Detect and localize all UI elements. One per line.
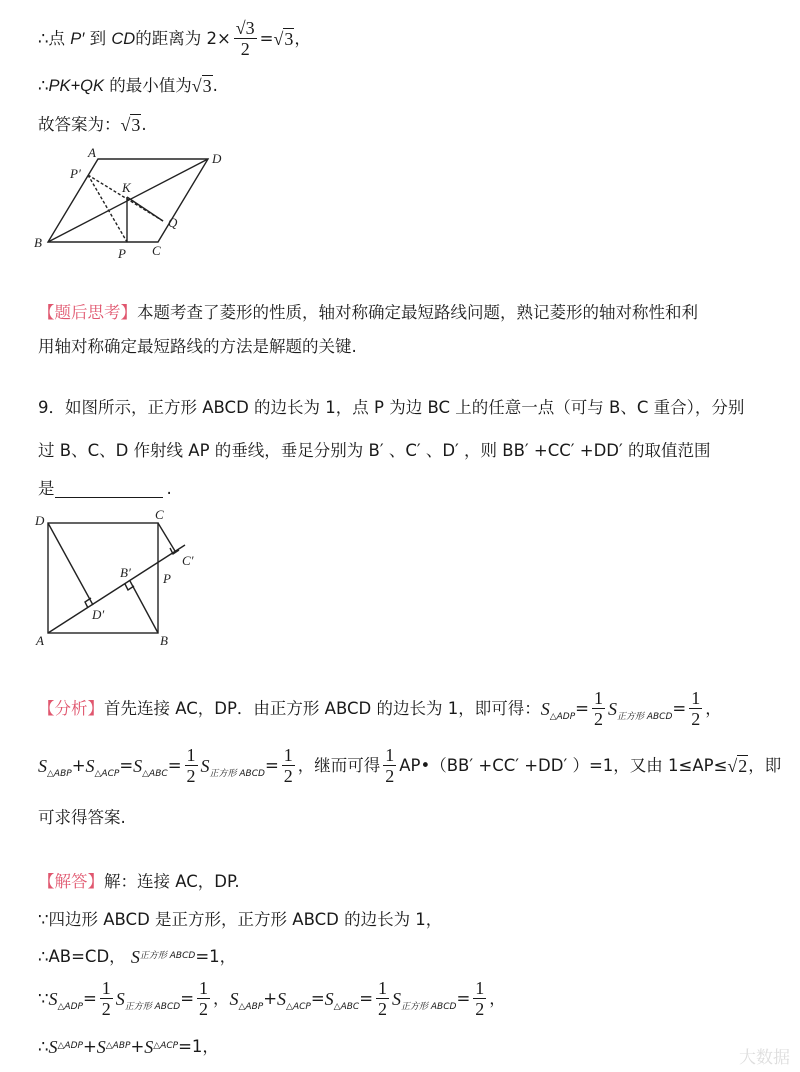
text: ， xyxy=(489,988,506,1008)
text: . xyxy=(212,76,218,95)
label-b: B xyxy=(160,633,168,648)
text: = xyxy=(575,698,589,718)
denominator: 2 xyxy=(186,766,196,786)
subscript: 正方形 ABCD xyxy=(616,712,673,722)
sqrt: √3 xyxy=(120,115,141,135)
denominator: 2 xyxy=(593,709,603,729)
text: 9．如图所示，正方形 ABCD 的边长为 1，点 P 为边 BC 上的任意一点（可与 B、C 重合），分别 xyxy=(38,398,745,417)
rhombus-figure xyxy=(30,145,230,265)
line-distance xyxy=(38,18,311,59)
text: 是 xyxy=(38,479,55,498)
subscript: 正方形 ABCD xyxy=(124,1002,181,1012)
text: ， xyxy=(294,28,311,48)
label-a: A xyxy=(88,145,96,160)
label-c: C xyxy=(152,243,161,258)
answer-line5: ∴ S △ADP + S △ABP + S △ACP =1， xyxy=(38,1037,219,1057)
text: =1， xyxy=(178,1037,219,1056)
fraction xyxy=(234,18,257,59)
area-symbol: S xyxy=(392,988,402,1009)
text: CD xyxy=(111,29,136,48)
text: ∵ xyxy=(38,988,49,1008)
text: = xyxy=(264,755,279,775)
label-c: C xyxy=(155,507,164,522)
text: =1， xyxy=(195,947,237,966)
text: 本题考查了菱形的性质，轴对称确定最短路线问题，熟记菱形的轴对称性和利 xyxy=(137,303,698,322)
fraction xyxy=(473,978,486,1019)
line-answer xyxy=(38,115,147,135)
denominator: 2 xyxy=(475,999,485,1019)
text: 用轴对称确定最短路线的方法是解题的关键. xyxy=(38,337,357,356)
watermark: 大数据 xyxy=(739,1048,790,1068)
text: = xyxy=(456,988,471,1008)
area-symbol: S xyxy=(48,1037,58,1057)
analysis-line1 xyxy=(38,688,722,729)
numerator: 1 xyxy=(283,745,293,765)
text: = xyxy=(310,988,325,1008)
text: AP•（BB′ +CC′ +DD′ ）=1，又由 1≤AP≤ xyxy=(399,755,728,775)
text: P′ xyxy=(70,29,85,48)
area-symbol: S xyxy=(324,988,334,1009)
label-p-prime: P′ xyxy=(70,166,81,181)
fraction xyxy=(383,745,396,786)
area-symbol: S xyxy=(96,1037,106,1057)
text: = xyxy=(672,698,687,718)
answer-line3 xyxy=(38,946,236,968)
text: 的最小值为 xyxy=(109,76,192,95)
text: = xyxy=(259,28,274,48)
text: ∴AB=CD， xyxy=(38,947,126,966)
line-min xyxy=(38,76,218,96)
fraction xyxy=(197,978,210,1019)
text: . xyxy=(166,479,172,498)
text: = xyxy=(180,988,195,1008)
numerator: 1 xyxy=(691,688,701,708)
text: 可求得答案. xyxy=(38,808,126,827)
area-symbol: S xyxy=(540,698,550,719)
subscript: △ADP xyxy=(57,1041,83,1051)
subscript: △ACP xyxy=(94,769,120,779)
question-line1 xyxy=(38,398,744,418)
area-symbol: S xyxy=(607,698,617,719)
area-symbol: S xyxy=(38,755,47,776)
numerator: 1 xyxy=(593,688,603,708)
denominator: 2 xyxy=(691,709,701,729)
numerator: 1 xyxy=(199,978,209,998)
fraction xyxy=(689,688,702,729)
text: ∴点 xyxy=(38,28,65,48)
subscript: △ADP xyxy=(57,1002,83,1012)
text: 到 xyxy=(89,28,107,48)
subscript: 正方形 ABCD xyxy=(139,951,196,961)
area-symbol: S xyxy=(133,755,143,776)
square-figure xyxy=(30,505,220,650)
area-symbol: S xyxy=(115,988,125,1009)
text: 故答案为： xyxy=(38,115,121,134)
label-d: D xyxy=(35,513,45,528)
label-d: D xyxy=(212,151,222,166)
sqrt: √2 xyxy=(727,755,748,776)
area-symbol: S xyxy=(48,988,58,1009)
reflection-tag: 【题后思考】 xyxy=(38,303,137,322)
label-c-prime: C′ xyxy=(182,553,194,568)
text: ， xyxy=(213,988,230,1008)
area-symbol: S xyxy=(85,755,95,776)
label-a: A xyxy=(36,633,44,648)
fraction xyxy=(100,978,113,1019)
label-b-prime: B′ xyxy=(120,565,131,580)
subscript: △ABP xyxy=(238,1002,264,1012)
denominator: 2 xyxy=(101,999,111,1019)
fraction xyxy=(282,745,295,786)
analysis-line3 xyxy=(38,808,126,828)
radicand: 3 xyxy=(202,76,212,96)
text: 的距离为 2× xyxy=(135,28,231,48)
sqrt: √3 xyxy=(191,76,212,96)
sqrt: √3 xyxy=(273,28,294,49)
numerator: 1 xyxy=(475,978,485,998)
area-symbol: S xyxy=(130,947,140,967)
text: = xyxy=(119,755,134,775)
denominator: 2 xyxy=(199,999,209,1019)
area-symbol: S xyxy=(229,988,239,1009)
text: = xyxy=(167,755,182,775)
subscript: 正方形 ABCD xyxy=(209,769,265,779)
text: . xyxy=(141,115,147,134)
fraction xyxy=(376,978,389,1019)
text: = xyxy=(82,988,97,1008)
reflection-line1 xyxy=(38,303,698,323)
text: ，继而可得 xyxy=(297,755,381,775)
answer-line4: ∵ S △ADP = $\frac{1}{2}$ S 正方形 ABCD = $\frac{1}{2}$ ， S △ABP + S △ACP = S △ABC = $\frac{1}{2}$ S 正方形 ABCD = $\frac{1}{2}$ ， xyxy=(38,978,506,1019)
label-b: B xyxy=(34,235,42,250)
denominator: 2 xyxy=(283,766,293,786)
question-line2 xyxy=(38,441,711,461)
subscript: △ACP xyxy=(153,1041,179,1051)
numerator: 1 xyxy=(101,978,111,998)
area-symbol: S xyxy=(200,755,210,776)
area-symbol: S xyxy=(144,1037,154,1057)
subscript: △ABC xyxy=(142,769,168,779)
label-q: Q xyxy=(168,215,178,230)
area-symbol: S xyxy=(277,988,287,1009)
subscript: △ACP xyxy=(286,1002,311,1012)
label-p: P xyxy=(163,571,171,586)
text: ∴ xyxy=(38,76,49,95)
answer-line2 xyxy=(38,910,442,930)
reflection-line2 xyxy=(38,337,357,357)
answer-line1 xyxy=(38,872,240,892)
numerator: 1 xyxy=(186,745,196,765)
subscript: △ABC xyxy=(333,1002,360,1012)
text: PK+QK xyxy=(48,77,104,95)
analysis-line2: S △ABP + S △ACP = S △ABC = $\frac{1}{2}$ S 正方形 ABCD = $\frac{1}{2}$ ，继而可得 $\frac{1}{2}$ AP•（BB′ +CC′ +DD′ ）=1，又由 1≤AP≤ √2 ，即 xyxy=(38,745,782,786)
analysis-tag: 【分析】 xyxy=(38,698,104,718)
numerator: √3 xyxy=(235,18,255,38)
radicand: 2 xyxy=(738,755,748,776)
subscript: △ABP xyxy=(47,769,72,779)
radicand: 3 xyxy=(131,115,141,135)
text: ∵四边形 ABCD 是正方形，正方形 ABCD 的边长为 1， xyxy=(38,910,443,929)
subscript: 正方形 ABCD xyxy=(401,1002,457,1012)
numerator: 1 xyxy=(378,978,388,998)
fraction xyxy=(592,688,605,729)
text: 过 B、C、D 作射线 AP 的垂线，垂足分别为 B′ 、C′ 、D′ ，则 BB′ +CC′ +DD′ 的取值范围 xyxy=(38,441,711,460)
text: ，即 xyxy=(748,755,782,775)
text: ， xyxy=(705,698,722,718)
radicand: 3 xyxy=(284,28,294,49)
label-p: P xyxy=(118,246,126,261)
fraction xyxy=(185,745,198,786)
denominator: 2 xyxy=(385,766,395,786)
text: = xyxy=(359,988,374,1008)
denominator: 2 xyxy=(378,999,388,1019)
subscript: △ADP xyxy=(549,712,576,722)
answer-blank[interactable] xyxy=(55,481,163,498)
numerator: 1 xyxy=(385,745,395,765)
question-line3 xyxy=(38,479,172,499)
label-k: K xyxy=(122,180,131,195)
text: 解：连接 AC，DP. xyxy=(104,872,240,891)
denominator: 2 xyxy=(240,39,250,59)
text: ∴ xyxy=(38,1037,49,1056)
label-d-prime: D′ xyxy=(92,607,105,622)
text: 首先连接 AC，DP．由正方形 ABCD 的边长为 1，即可得： xyxy=(104,698,541,718)
subscript: △ABP xyxy=(105,1041,131,1051)
answer-tag: 【解答】 xyxy=(38,872,104,891)
